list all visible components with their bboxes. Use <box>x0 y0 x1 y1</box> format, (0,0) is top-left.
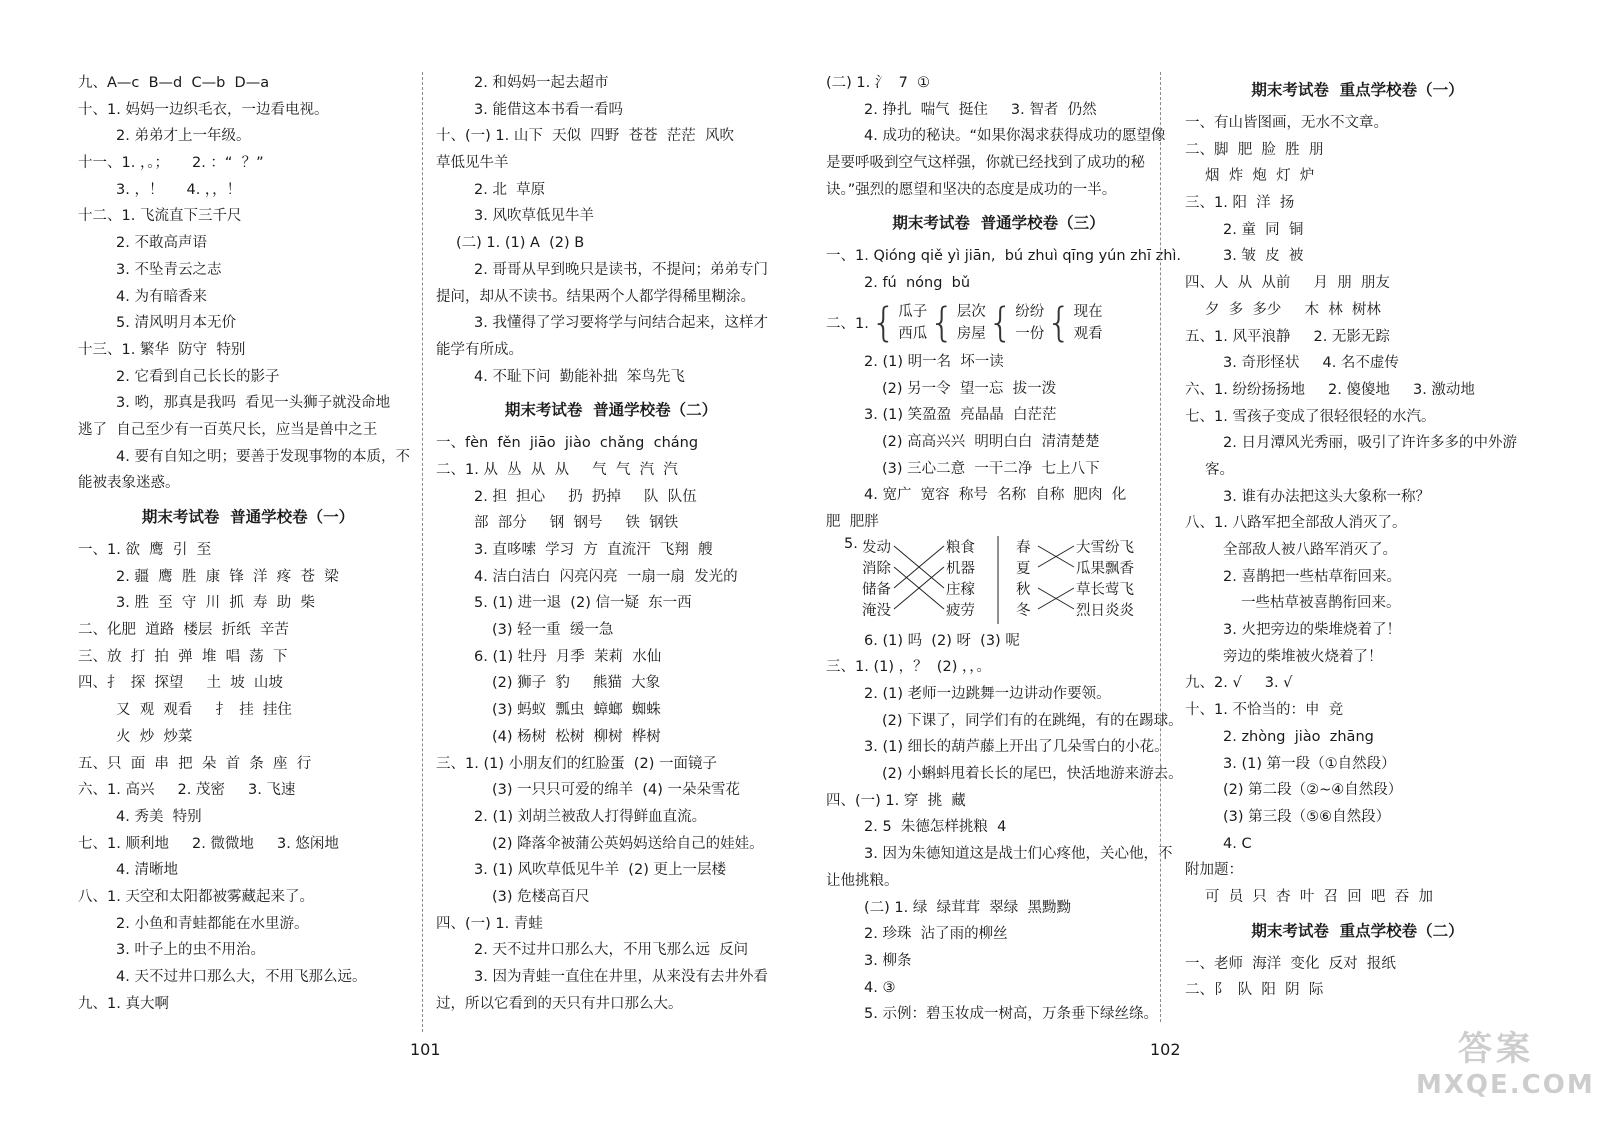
answer-line: 2. 天不过井口那么大，不用飞那么远 反问 <box>474 942 749 959</box>
answer-line: 又 观 观看 扌 挂 挂住 <box>116 702 292 719</box>
answer-line: (3) 轻一重 缓一急 <box>492 622 614 639</box>
answer-line: (3) 危楼高百尺 <box>492 888 590 905</box>
answer-line: 5. 示例：碧玉妆成一树高，万条垂下绿丝绦。 <box>864 1006 1158 1023</box>
column-1 <box>78 70 418 1017</box>
answer-line: 3. 因为青蛙一直住在井里，从来没有去井外看 <box>474 969 768 985</box>
match-word: 储备 <box>862 581 891 598</box>
answer-line: 二、脚 肥 脸 胜 朋 <box>1185 141 1324 158</box>
answer-line: (2) 降落伞被蒲公英妈妈送给自己的娃娃。 <box>492 835 764 852</box>
section-title: 期末考试卷 普通学校卷（三） <box>892 214 1105 233</box>
match-word: 草长莺飞 <box>1076 581 1134 598</box>
word-group <box>957 301 986 345</box>
match-word: 春 <box>1016 539 1031 556</box>
answer-line: (3) 一只只可爱的绵羊 (4) 一朵朵雪花 <box>492 782 741 799</box>
page-number-left: 101 <box>410 1040 441 1059</box>
answer-line: 旁边的柴堆被火烧着了！ <box>1223 648 1383 665</box>
answer-line: 3. 柳条 <box>864 952 912 969</box>
answer-line: 4. C <box>1223 835 1252 852</box>
brace-icon: { <box>870 299 897 346</box>
answer-line: 一、老师 海洋 变化 反对 报纸 <box>1185 955 1396 972</box>
answer-line: 二、阝 队 阳 阴 际 <box>1185 982 1324 999</box>
answer-line: 五、1. 风平浪静 2. 无影无踪 <box>1185 328 1390 345</box>
column-4 <box>1185 70 1530 1004</box>
match-word: 粮食 <box>946 539 975 556</box>
answer-line: 八、1. 天空和太阳都被雾藏起来了。 <box>78 888 314 905</box>
answer-line: 3. (1) 风吹草低见牛羊 (2) 更上一层楼 <box>474 862 726 879</box>
answer-line: 2. 挣扎 喘气 挺住 3. 智者 仍然 <box>864 101 1097 118</box>
answer-line: 2. (1) 明一名 坏一读 <box>864 353 1004 370</box>
answer-line: 4. 洁白洁白 闪亮闪亮 一扇一扇 发光的 <box>474 568 738 585</box>
word: 瓜子 <box>898 303 928 320</box>
answer-line: 七、1. 雪孩子变成了很轻很轻的水汽。 <box>1185 408 1436 425</box>
match-word: 夏 <box>1016 560 1031 577</box>
answer-line: 3. 能借这本书看一看吗 <box>474 101 623 118</box>
answer-line: 六、1. 高兴 2. 茂密 3. 飞速 <box>78 782 296 799</box>
word: 一份 <box>1015 325 1045 342</box>
watermark-url: MXQE.COM <box>1416 1070 1595 1100</box>
answer-line: 草低见牛羊 <box>436 155 509 172</box>
column-divider <box>422 72 423 1032</box>
answer-line: 肥 肥胖 <box>826 513 879 530</box>
word: 层次 <box>956 303 986 320</box>
brace-icon: { <box>1046 299 1072 346</box>
answer-line: 过，所以它看到的天只有井口那么大。 <box>436 995 683 1012</box>
section-title: 期末考试卷 普通学校卷（一） <box>141 508 355 526</box>
page-number-right: 102 <box>1150 1040 1181 1059</box>
answer-line: 六、1. 纷纷扬扬地 2. 傻傻地 3. 激动地 <box>1185 381 1475 398</box>
answer-line: 五、只 面 串 把 朵 首 条 座 行 <box>78 755 312 772</box>
answer-line: 八、1. 八路军把全部敌人消灭了。 <box>1185 515 1407 532</box>
pinyin-line: 2. fú nóng bǔ <box>864 275 971 292</box>
answer-line: 附加题： <box>1185 862 1243 879</box>
match-word: 消除 <box>862 560 891 577</box>
answer-line: 客。 <box>1205 461 1234 478</box>
answer-line: 九、A—c B—d C—b D—a <box>78 75 270 91</box>
answer-line: 诀。”强烈的愿望和坚决的态度是成功的一半。 <box>826 181 1117 198</box>
watermark-text: 答案 <box>1458 1029 1534 1069</box>
brace-word-groups <box>826 297 1171 349</box>
answer-line: 3. 哟，那真是我吗 看见一头狮子就没命地 <box>116 395 391 412</box>
answer-line: 2. 哥哥从早到晚只是读书，不提问；弟弟专门 <box>474 261 768 278</box>
answer-line: (二) 1. 氵 7 ① <box>826 75 931 91</box>
answer-line: 夕 多 多少 木 林 树林 <box>1205 301 1381 318</box>
answer-line: 2. 和妈妈一起去超市 <box>474 75 609 91</box>
answer-line: 3. 火把旁边的柴堆烧着了！ <box>1223 622 1401 639</box>
answer-line: 四、人 从 从前 月 朋 朋友 <box>1185 275 1390 292</box>
section-title: 期末考试卷 重点学校卷（一） <box>1251 81 1464 99</box>
answer-line: 2. 5 朱德怎样挑粮 4 <box>864 819 1007 836</box>
answer-line: 3. 不坠青云之志 <box>116 261 222 278</box>
answer-line: 2. 弟弟才上一年级。 <box>116 128 251 145</box>
answer-line: 5. (1) 进一退 (2) 信一疑 东一西 <box>474 595 692 612</box>
answer-line: (2) 下课了，同学们有的在跳绳，有的在踢球。 <box>882 712 1183 729</box>
answer-line: 可 员 只 杏 叶 召 回 吧 吞 加 <box>1205 888 1433 905</box>
answer-line: 3. 叶子上的虫不用治。 <box>116 942 265 959</box>
answer-line: (2) 另一令 望一忘 拔一泼 <box>882 380 1057 397</box>
answer-line: 3. 风吹草低见牛羊 <box>474 208 594 225</box>
matching-exercise <box>826 536 1171 628</box>
section-title: 期末考试卷 重点学校卷（二） <box>1251 921 1464 940</box>
match-word: 秋 <box>1016 581 1031 598</box>
answer-line: 二、1. 从 丛 从 从 气 气 汽 汽 <box>436 461 678 478</box>
answer-line: (二) 1. 绿 绿茸茸 翠绿 黑黝黝 <box>864 899 1072 916</box>
answer-line: (3) 第三段（⑤⑥自然段） <box>1223 808 1391 825</box>
match-word: 淹没 <box>862 602 891 619</box>
answer-line: 2. 喜鹊把一些枯草衔回来。 <box>1223 568 1401 585</box>
answer-line: (3) 三心二意 一干二净 七上八下 <box>882 460 1100 477</box>
answer-line: 部 部分 钢 钢号 铁 钢铁 <box>474 515 679 532</box>
answer-line: 6. (1) 吗 (2) 呀 (3) 呢 <box>864 632 1020 649</box>
answer-line: 4. 不耻下问 勤能补拙 笨鸟先飞 <box>474 368 685 385</box>
answer-line: 四、扌 探 探望 土 坡 山坡 <box>78 675 283 692</box>
match-word: 瓜果飘香 <box>1076 560 1134 577</box>
section-title: 期末考试卷 普通学校卷（二） <box>504 401 718 420</box>
answer-line: (2) 小蝌蚪甩着长长的尾巴，快活地游来游去。 <box>882 766 1183 783</box>
answer-line: 三、1. (1) ，？ (2) ，，。 <box>826 659 991 676</box>
pinyin-line: 一、1. Qióng qiě yì jiān, bú zhuì qīng yún zhī zhì. <box>826 248 1182 265</box>
answer-line: 3. (1) 笑盈盈 亮晶晶 白茫茫 <box>864 407 1057 424</box>
answer-line: 2. (1) 刘胡兰被敌人打得鲜血直流。 <box>474 808 707 825</box>
answer-line: 火 炒 炒菜 <box>116 728 193 745</box>
answer-line: 4. 秀美 特别 <box>116 808 202 825</box>
answer-line: 十三、1. 繁华 防守 特别 <box>78 341 246 358</box>
match-word: 冬 <box>1016 602 1031 619</box>
answer-line: (2) 高高兴兴 明明白白 清清楚楚 <box>882 433 1100 450</box>
answer-label: 5. <box>844 535 858 552</box>
answer-line: 三、1. (1) 小朋友们的红脸蛋 (2) 一面镜子 <box>436 755 717 772</box>
word-group <box>898 301 927 345</box>
answer-line: 2. 北 草原 <box>474 181 546 198</box>
answer-line: 三、放 打 拍 弹 堆 唱 荡 下 <box>78 648 288 665</box>
answer-line: 十、1. 妈妈一边织毛衣，一边看电视。 <box>78 101 329 118</box>
match-word: 烈日炎炎 <box>1076 602 1134 619</box>
answer-line: 2. 疆 鹰 胜 康 锋 洋 疼 苍 梁 <box>116 568 339 585</box>
answer-line: 3. 胜 至 守 川 抓 寿 助 柴 <box>116 595 315 612</box>
word: 纷纷 <box>1015 303 1045 320</box>
word-group <box>1074 301 1103 345</box>
answer-line: 3. ，！ 4. ，，！ <box>116 181 242 198</box>
brace-icon: { <box>929 299 955 346</box>
answer-line: 3. 直哆嗦 学习 方 直流汗 飞翔 艘 <box>474 542 713 558</box>
answer-line: 4. 成功的秘诀。“如果你渴求获得成功的愿望像 <box>864 128 1166 145</box>
answer-line: 能学有所成。 <box>436 341 523 358</box>
answer-line: 2. 不敢高声语 <box>116 235 207 252</box>
column-2 <box>436 70 786 1017</box>
answer-line: 能被表象迷惑。 <box>78 475 180 492</box>
answer-line: 一、有山皆图画，无水不文章。 <box>1185 115 1388 131</box>
match-word: 机器 <box>946 560 975 577</box>
word: 现在 <box>1073 303 1103 320</box>
answer-line: 2. 小鱼和青蛙都能在水里游。 <box>116 915 309 932</box>
answer-line: 十、(一) 1. 山下 天似 四野 苍苍 茫茫 风吹 <box>436 128 734 145</box>
answer-line: (2) 第二段（②~④自然段） <box>1223 782 1403 799</box>
answer-line: 提问，却从不读书。结果两个人都学得稀里糊涂。 <box>436 288 755 305</box>
answer-line: 2. 日月潭风光秀丽，吸引了许许多多的中外游 <box>1223 435 1517 452</box>
answer-line: 2. zhòng jiào zhāng <box>1223 728 1374 745</box>
answer-label: 二、1. <box>826 316 869 333</box>
answer-line: 逃了 自己至少有一百英尺长，应当是兽中之王 <box>78 421 378 438</box>
answer-line: 6. (1) 牡丹 月季 茉莉 水仙 <box>474 648 662 665</box>
match-word: 疲劳 <box>946 602 975 619</box>
answer-line: 4. ③ <box>864 979 896 996</box>
answer-line: 2. 珍珠 沾了雨的柳丝 <box>864 926 1008 943</box>
answer-line: 4. 宽广 宽容 称号 名称 自称 肥肉 化 <box>864 487 1127 504</box>
answer-line: 七、1. 顺利地 2. 微微地 3. 悠闲地 <box>78 835 339 852</box>
column-divider <box>1160 72 1161 1022</box>
word: 房屋 <box>956 325 986 342</box>
answer-line: 四、(一) 1. 青蛙 <box>436 915 543 932</box>
brace-icon: { <box>987 299 1014 346</box>
answer-line: 3. 因为朱德知道这是战士们心疼他，关心他，不 <box>864 846 1173 863</box>
answer-line: 九、2. √ 3. √ <box>1185 675 1293 692</box>
answer-line: 让他挑粮。 <box>826 872 899 889</box>
answer-line: 十二、1. 飞流直下三千尺 <box>78 208 242 225</box>
answer-line: 四、(一) 1. 穿 挑 藏 <box>826 792 966 809</box>
word: 西瓜 <box>898 325 928 342</box>
answer-line: 4. 清晰地 <box>116 862 178 879</box>
answer-line: 5. 清风明月本无价 <box>116 315 236 332</box>
answer-line: 十、1. 不恰当的：申 竞 <box>1185 702 1344 719</box>
answer-line: (二) 1. (1) A (2) B <box>456 235 585 252</box>
match-word: 庄稼 <box>946 581 975 598</box>
answer-line: 4. 天不过井口那么大，不用飞那么远。 <box>116 969 367 985</box>
answer-line: 3. 谁有办法把这头大象称一称？ <box>1223 488 1430 505</box>
answer-line: 十一、1. ，。； 2. ：“ ？” <box>78 155 264 172</box>
answer-line: 2. 担 担心 扔 扔掉 队 队伍 <box>474 488 697 505</box>
word-group <box>1015 301 1044 345</box>
answer-line: 一些枯草被喜鹊衔回来。 <box>1241 595 1401 612</box>
column-3 <box>826 70 1183 1028</box>
answer-line: 3. (1) 第一段（①自然段） <box>1223 755 1396 772</box>
match-word: 大雪纷飞 <box>1076 539 1134 556</box>
answer-line: 2. 它看到自己长长的影子 <box>116 368 280 385</box>
answer-line: 三、1. 阳 洋 扬 <box>1185 195 1295 212</box>
answer-line: 一、1. 欲 鹰 引 至 <box>78 542 212 558</box>
answer-line: 4. 为有暗香来 <box>116 288 207 305</box>
answer-line: 3. 我懂得了学习要将学与问结合起来，这样才 <box>474 315 768 332</box>
watermark-logo <box>1416 1021 1595 1111</box>
word: 观看 <box>1073 325 1103 342</box>
answer-line: 3. (1) 细长的葫芦藤上开出了几朵雪白的小花。 <box>864 739 1169 756</box>
answer-line: 二、化肥 道路 楼层 折纸 辛苦 <box>78 622 289 639</box>
answer-line: 九、1. 真大啊 <box>78 995 169 1012</box>
answer-line: 2. (1) 老师一边跳舞一边讲动作要领。 <box>864 686 1111 702</box>
answer-line: 是要呼吸到空气这样强，你就已经找到了成功的秘 <box>826 155 1145 172</box>
match-word: 发动 <box>862 539 891 556</box>
answer-line: 2. 童 同 铜 <box>1223 221 1304 238</box>
answer-line: (3) 蚂蚁 瓢虫 蟑螂 蜘蛛 <box>492 702 661 719</box>
answer-line: (2) 狮子 豹 熊猫 大象 <box>492 675 661 692</box>
answer-line: 3. 奇形怪状 4. 名不虚传 <box>1223 355 1399 372</box>
answer-line: 烟 炸 炮 灯 炉 <box>1205 168 1315 185</box>
answer-line: 4. 要有自知之明；要善于发现事物的本质，不 <box>116 448 410 465</box>
answer-line: 全部敌人被八路军消灭了。 <box>1223 542 1397 558</box>
answer-line: (4) 杨树 松树 柳树 桦树 <box>492 728 661 745</box>
answer-line: 一、fèn fěn jiāo jiào chǎng cháng <box>436 435 699 452</box>
answer-line: 3. 皱 皮 被 <box>1223 248 1304 265</box>
